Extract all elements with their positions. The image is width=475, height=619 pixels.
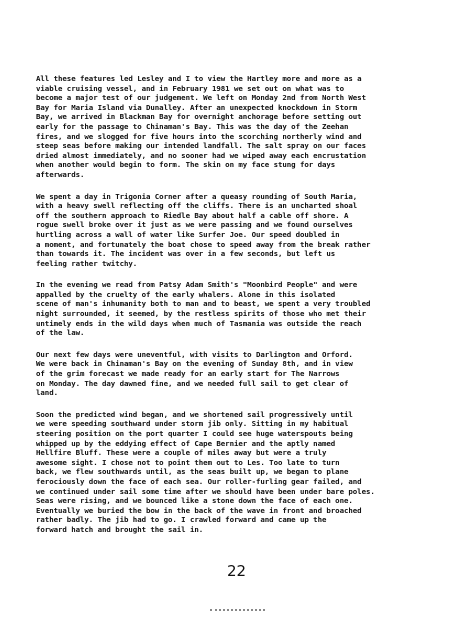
text-line: rather badly. The jib had to go. I crawled forward and came up the xyxy=(36,515,327,525)
text-line: we continued under sail some time after we should have been under bare poles. xyxy=(36,486,375,496)
text-line: untimely ends in the wild days when much of Tasmania was outside the reach xyxy=(36,318,362,328)
paragraph-moonbird-people xyxy=(36,280,456,338)
text-line: back, we flew southwards until, as the seas built up, we began to plane xyxy=(36,467,349,477)
text-line: when another would begin to form. The skin on my face stung for days xyxy=(36,160,336,170)
text-line: whipped up by the eddying effect of Cape Bernier and the aptly named xyxy=(36,438,336,448)
text-line: dried almost immediately, and no sooner had we wiped away each encrustation xyxy=(36,150,366,160)
text-line: Bay for Maria Island via Dunalley. After an unexpected knockdown in Storm xyxy=(36,102,358,112)
text-line: forward hatch and brought the sail in. xyxy=(36,524,204,534)
text-line: than towards it. The incident was over in a few seconds, but left us xyxy=(36,249,336,259)
text-line: become a major test of our judgement. We left on Monday 2nd from North West xyxy=(36,93,366,103)
text-line: night surrounded, it seemed, by the restless spirits of those who met their xyxy=(36,309,366,319)
text-line: Eventually we buried the bow in the back of the wave in front and broached xyxy=(36,505,362,515)
text-line: Our next few days were uneventful, with visits to Darlington and Orford. xyxy=(36,349,353,359)
paragraph-darlington-orford xyxy=(36,350,456,398)
text-line: Hellfire Bluff. These were a couple of miles away but were a truly xyxy=(36,448,327,458)
text-line: land. xyxy=(36,388,58,398)
text-line: Seas were rising, and we bounced like a stone down the face of each one. xyxy=(36,496,353,506)
text-line: of the grim forecast we made ready for an early start for The Narrows xyxy=(36,369,340,379)
text-line: Soon the predicted wind began, and we shortened sail progressively until xyxy=(36,409,353,419)
text-line: steering position on the port quarter I could see huge waterspouts being xyxy=(36,429,353,438)
text-line: viable cruising vessel, and in February 1981 we set out on what was to xyxy=(36,83,344,93)
text-line: we were speeding southward under storm jib only. Sitting in my habitual xyxy=(36,419,349,429)
text-line: hurtling across a wall of water like Surfer Joe. Our speed doubled in xyxy=(36,229,340,239)
text-line: fires, and we slogged for five hours into the scorching northerly wind and xyxy=(36,131,362,141)
paragraph-storm-jib xyxy=(36,410,456,535)
scan-edge-mark xyxy=(210,609,265,614)
text-line: We were back in Chinaman's Bay on the evening of Sunday 8th, and in view xyxy=(36,359,353,369)
text-line: early for the passage to Chinaman's Bay. This was the day of the Zeehan xyxy=(36,121,349,131)
text-line: with a heavy swell reflecting off the cliffs. There is an uncharted shoal xyxy=(36,201,358,211)
text-line: afterwards. xyxy=(36,169,85,179)
text-line: awesome sight. I chose not to point them out to Les. Too late to turn xyxy=(36,457,340,467)
text-line: rogue swell broke over it just as we were passing and we found ourselves xyxy=(36,220,353,230)
text-line: All these features led Lesley and I to view the Hartley more and more as a xyxy=(36,74,362,83)
text-line: feeling rather twitchy. xyxy=(36,258,138,268)
text-line: appalled by the cruelty of the early whalers. Alone in this isolated xyxy=(36,289,336,299)
text-line: on Monday. The day dawned fine, and we needed full sail to get clear of xyxy=(36,378,349,388)
paragraph-hartley-voyage xyxy=(36,74,456,180)
text-line: Bay, we arrived in Blackman Bay for overnight anchorage before setting out xyxy=(36,112,362,122)
text-line: scene of man's inhumanity both to man and to beast, we spent a very troubled xyxy=(36,299,371,309)
page-number: 22 xyxy=(227,562,247,580)
text-line: In the evening we read from Patsy Adam Smith's "Moonbird People" and were xyxy=(36,280,358,290)
text-line: of the law. xyxy=(36,328,85,338)
text-line: We spent a day in Trigonia Corner after a queasy rounding of South Maria, xyxy=(36,191,358,201)
paragraph-trigonia-corner xyxy=(36,192,456,269)
text-line: off the southern approach to Riedle Bay about half a cable off shore. A xyxy=(36,210,349,220)
text-line: ferociously down the face of each sea. Our roller-furling gear failed, and xyxy=(36,476,362,486)
document-page xyxy=(36,74,456,547)
text-line: a moment, and fortunately the boat chose to speed away from the break rather xyxy=(36,239,371,249)
text-line: steep seas before making our intended landfall. The salt spray on our faces xyxy=(36,141,366,151)
